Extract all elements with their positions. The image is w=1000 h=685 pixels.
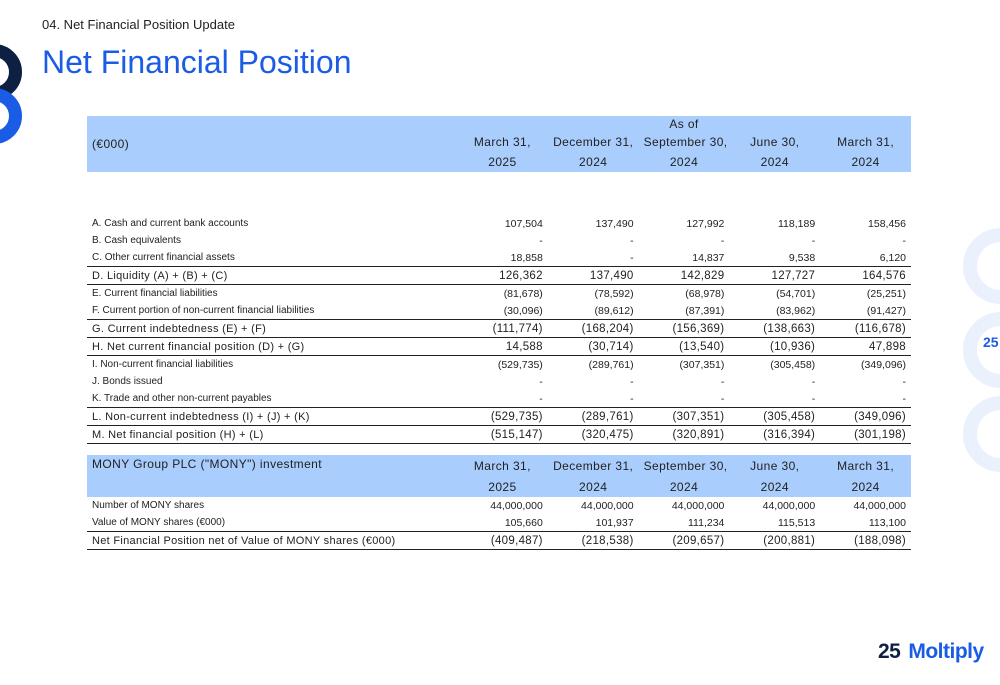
column-header-line1: June 30, xyxy=(750,135,800,149)
cell-value: (307,351) xyxy=(639,408,730,426)
cell-value: - xyxy=(720,392,725,405)
row-label: G. Current indebtedness (E) + (F) xyxy=(87,320,457,338)
table-header-row xyxy=(87,116,911,132)
cell-value: - xyxy=(630,251,634,264)
column-header-line1: December 31, xyxy=(553,135,634,149)
cell-value: (209,657) xyxy=(639,532,730,550)
cell-value: - xyxy=(902,234,906,247)
cell-value: 14,588 xyxy=(457,338,548,356)
column-header-line2: 2025 xyxy=(488,155,517,169)
page-title: Net Financial Position xyxy=(42,44,352,80)
cell-value: 164,576 xyxy=(820,267,911,285)
cell-value: (218,538) xyxy=(548,532,639,550)
cell-value: 158,456 xyxy=(868,217,906,230)
row-label: M. Net financial position (H) + (L) xyxy=(87,426,457,444)
cell-value: - xyxy=(539,392,543,405)
logo-brand-name: Moltiply xyxy=(908,640,984,663)
cell-value: 142,829 xyxy=(639,267,730,285)
cell-value: (301,198) xyxy=(820,426,911,444)
cell-value: 18,858 xyxy=(510,251,543,264)
cell-value: - xyxy=(539,234,543,247)
cell-value: 9,538 xyxy=(788,251,816,264)
table-row xyxy=(87,497,911,514)
column-header-line2: 2024 xyxy=(669,155,699,169)
cell-value: (138,663) xyxy=(729,320,820,338)
cell-value: (320,891) xyxy=(639,426,730,444)
cell-value: - xyxy=(811,234,816,247)
row-label: Number of MONY shares xyxy=(92,500,205,511)
cell-value: 47,898 xyxy=(820,338,911,356)
cell-value: (320,475) xyxy=(548,426,639,444)
total-row xyxy=(87,426,911,444)
cell-value: 118,189 xyxy=(778,217,816,230)
cell-value: 44,000,000 xyxy=(853,499,906,512)
cell-value: (68,978) xyxy=(685,287,725,300)
row-label: K. Trade and other non-current payables xyxy=(92,393,272,404)
column-header-line2: 2024 xyxy=(760,480,789,494)
column-header-line1: March 31, xyxy=(473,135,531,149)
cell-value: 105,660 xyxy=(504,516,543,529)
cell-value: 127,727 xyxy=(729,267,820,285)
table-row xyxy=(87,232,911,249)
cell-value: (78,592) xyxy=(594,287,634,300)
cell-value: (13,540) xyxy=(639,338,730,356)
column-header-line2: 2024 xyxy=(851,155,880,169)
cell-value: 126,362 xyxy=(457,267,548,285)
table-row xyxy=(87,514,911,532)
table-row xyxy=(87,373,911,390)
total-row xyxy=(87,532,911,550)
page-number: 25 xyxy=(983,334,999,350)
row-label: Value of MONY shares (€000) xyxy=(92,517,226,528)
cell-value: - xyxy=(630,234,634,247)
cell-value: - xyxy=(811,375,816,388)
decorative-ring-light-3 xyxy=(963,396,1000,472)
row-label: F. Current portion of non-current financial liabilities xyxy=(92,305,315,316)
cell-value: 101,937 xyxy=(595,516,634,529)
cell-value: (156,369) xyxy=(639,320,730,338)
total-row xyxy=(87,338,911,356)
cell-value: (87,391) xyxy=(685,304,725,317)
row-label: D. Liquidity (A) + (B) + (C) xyxy=(87,267,457,285)
cell-value: 137,490 xyxy=(548,267,639,285)
table-row xyxy=(87,390,911,408)
column-header-line2: 2024 xyxy=(579,155,608,169)
total-row xyxy=(87,320,911,338)
cell-value: - xyxy=(539,375,543,388)
column-header-line1: September 30, xyxy=(643,135,728,149)
cell-value: (305,458) xyxy=(729,408,820,426)
row-label: H. Net current financial position (D) + (G) xyxy=(87,338,457,356)
column-header-line1: March 31, xyxy=(837,459,895,473)
cell-value: (307,351) xyxy=(679,358,725,371)
column-header-line2: 2025 xyxy=(488,480,517,494)
cell-value: - xyxy=(902,375,906,388)
column-header-line1: September 30, xyxy=(643,459,728,473)
cell-value: (54,701) xyxy=(776,287,816,300)
cell-value: (289,761) xyxy=(588,358,634,371)
table-row xyxy=(87,215,911,232)
column-header-line2: 2024 xyxy=(669,480,699,494)
cell-value: (89,612) xyxy=(594,304,634,317)
cell-value: (30,096) xyxy=(503,304,543,317)
row-label: B. Cash equivalents xyxy=(92,235,181,246)
cell-value: (10,936) xyxy=(729,338,820,356)
cell-value: (116,678) xyxy=(820,320,911,338)
cell-value: 6,120 xyxy=(879,251,906,264)
cell-value: (316,394) xyxy=(729,426,820,444)
cell-value: 111,234 xyxy=(687,516,725,529)
cell-value: (515,147) xyxy=(457,426,548,444)
row-label: C. Other current financial assets xyxy=(92,252,235,263)
cell-value: (349,096) xyxy=(820,408,911,426)
cell-value: 127,992 xyxy=(686,217,725,230)
row-label: Net Financial Position net of Value of MONY shares (€000) xyxy=(87,532,457,550)
column-header-line2: 2024 xyxy=(851,480,880,494)
cell-value: 44,000,000 xyxy=(762,499,816,512)
decorative-ring-blue xyxy=(0,88,22,144)
cell-value: (188,098) xyxy=(820,532,911,550)
cell-value: 137,490 xyxy=(595,217,634,230)
cell-value: (111,774) xyxy=(457,320,548,338)
cell-value: (81,678) xyxy=(503,287,543,300)
cell-value: (529,735) xyxy=(497,358,543,371)
logo-years-number: 25 xyxy=(878,640,901,663)
cell-value: 44,000,000 xyxy=(671,499,725,512)
table-row xyxy=(87,356,911,374)
table-row xyxy=(87,249,911,267)
cell-value: (349,096) xyxy=(861,358,906,371)
unit-label: (€000) xyxy=(92,137,130,151)
column-header-line2: 2024 xyxy=(579,480,608,494)
row-label: L. Non-current indebtedness (I) + (J) + (K) xyxy=(87,408,457,426)
mony-table-title: MONY Group PLC ("MONY") investment xyxy=(92,457,322,471)
cell-value: (409,487) xyxy=(457,532,548,550)
cell-value: 44,000,000 xyxy=(490,499,543,512)
total-row xyxy=(87,408,911,426)
column-header-line2: 2024 xyxy=(760,155,789,169)
decorative-ring-light-1 xyxy=(963,228,1000,304)
column-header-line1: March 31, xyxy=(473,459,531,473)
cell-value: 113,100 xyxy=(868,516,906,529)
decorative-ring-light-2 xyxy=(963,312,1000,388)
cell-value: - xyxy=(630,375,634,388)
cell-value: (30,714) xyxy=(548,338,639,356)
cell-value: - xyxy=(720,375,725,388)
moltiply-logo xyxy=(878,640,984,664)
section-label: 04. Net Financial Position Update xyxy=(42,17,235,32)
cell-value: (25,251) xyxy=(866,287,906,300)
cell-value: (529,735) xyxy=(457,408,548,426)
mony-investment-table xyxy=(87,455,911,550)
cell-value: - xyxy=(811,392,816,405)
row-label: E. Current financial liabilities xyxy=(92,288,218,299)
row-label: J. Bonds issued xyxy=(92,376,163,387)
cell-value: - xyxy=(630,392,634,405)
column-header-line1: June 30, xyxy=(750,459,800,473)
cell-value: 44,000,000 xyxy=(581,499,634,512)
cell-value: (91,427) xyxy=(866,304,906,317)
as-of-label: As of xyxy=(669,117,699,131)
table-row xyxy=(87,285,911,303)
row-label: I. Non-current financial liabilities xyxy=(92,359,234,370)
table-row xyxy=(87,302,911,320)
cell-value: 107,504 xyxy=(504,217,543,230)
column-header-line1: December 31, xyxy=(553,459,634,473)
column-header-line1: March 31, xyxy=(837,135,895,149)
row-label: A. Cash and current bank accounts xyxy=(92,218,249,229)
cell-value: - xyxy=(720,234,725,247)
cell-value: 14,837 xyxy=(692,251,725,264)
cell-value: - xyxy=(902,392,906,405)
cell-value: 115,513 xyxy=(778,516,816,529)
total-row xyxy=(87,267,911,285)
cell-value: (289,761) xyxy=(548,408,639,426)
net-financial-position-table xyxy=(87,116,911,444)
cell-value: (83,962) xyxy=(776,304,816,317)
cell-value: (168,204) xyxy=(548,320,639,338)
cell-value: (305,458) xyxy=(770,358,816,371)
cell-value: (200,881) xyxy=(729,532,820,550)
